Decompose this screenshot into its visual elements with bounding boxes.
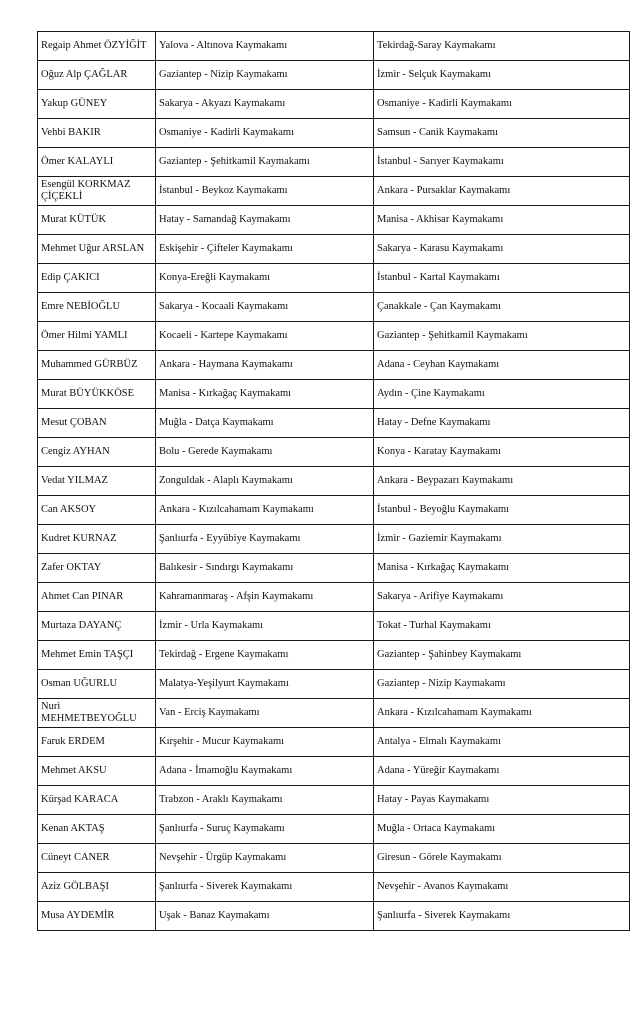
current-post-cell: Malatya-Yeşilyurt Kaymakamı	[156, 670, 374, 699]
new-post-cell: Ankara - Pursaklar Kaymakamı	[374, 177, 630, 206]
current-post-cell: Gaziantep - Şehitkamil Kaymakamı	[156, 148, 374, 177]
current-post-cell: Yalova - Altınova Kaymakamı	[156, 32, 374, 61]
name-cell: Cüneyt CANER	[38, 844, 156, 873]
table-row	[38, 612, 630, 641]
new-post-cell: Hatay - Defne Kaymakamı	[374, 409, 630, 438]
name-cell: Kürşad KARACA	[38, 786, 156, 815]
current-post-cell: Zonguldak - Alaplı Kaymakamı	[156, 467, 374, 496]
new-post-cell: Manisa - Kırkağaç Kaymakamı	[374, 554, 630, 583]
name-cell: Esengül KORKMAZ ÇİÇEKLİ	[38, 177, 156, 206]
table-row	[38, 235, 630, 264]
table-row	[38, 786, 630, 815]
new-post-cell: Gaziantep - Şehitkamil Kaymakamı	[374, 322, 630, 351]
table-row	[38, 61, 630, 90]
name-cell: Nuri MEHMETBEYOĞLU	[38, 699, 156, 728]
name-cell: Musa AYDEMİR	[38, 902, 156, 931]
name-cell: Regaip Ahmet ÖZYİĞİT	[38, 32, 156, 61]
new-post-cell: Samsun - Canik Kaymakamı	[374, 119, 630, 148]
new-post-cell: Muğla - Ortaca Kaymakamı	[374, 815, 630, 844]
new-post-cell: Şanlıurfa - Siverek Kaymakamı	[374, 902, 630, 931]
table-row	[38, 148, 630, 177]
name-cell: Can AKSOY	[38, 496, 156, 525]
table-row	[38, 815, 630, 844]
name-cell: Ömer KALAYLI	[38, 148, 156, 177]
table-row	[38, 670, 630, 699]
current-post-cell: İstanbul - Beykoz Kaymakamı	[156, 177, 374, 206]
name-cell: Mehmet AKSU	[38, 757, 156, 786]
new-post-cell: Gaziantep - Şahinbey Kaymakamı	[374, 641, 630, 670]
table-row	[38, 322, 630, 351]
table-row	[38, 757, 630, 786]
name-cell: Murat KÜTÜK	[38, 206, 156, 235]
table-row	[38, 351, 630, 380]
table-row	[38, 438, 630, 467]
new-post-cell: Ankara - Beypazarı Kaymakamı	[374, 467, 630, 496]
current-post-cell: Uşak - Banaz Kaymakamı	[156, 902, 374, 931]
current-post-cell: Muğla - Datça Kaymakamı	[156, 409, 374, 438]
table-row	[38, 177, 630, 206]
name-cell: Muhammed GÜRBÜZ	[38, 351, 156, 380]
table-row	[38, 902, 630, 931]
table-row	[38, 206, 630, 235]
name-cell: Edip ÇAKICI	[38, 264, 156, 293]
new-post-cell: Tokat - Turhal Kaymakamı	[374, 612, 630, 641]
table-row	[38, 525, 630, 554]
table-row	[38, 293, 630, 322]
name-cell: Ömer Hilmi YAMLI	[38, 322, 156, 351]
name-cell: Faruk ERDEM	[38, 728, 156, 757]
name-cell: Osman UĞURLU	[38, 670, 156, 699]
new-post-cell: Nevşehir - Avanos Kaymakamı	[374, 873, 630, 902]
name-cell: Kudret KURNAZ	[38, 525, 156, 554]
table-row	[38, 554, 630, 583]
name-cell: Vedat YILMAZ	[38, 467, 156, 496]
table-row	[38, 119, 630, 148]
new-post-cell: Ankara - Kızılcahamam Kaymakamı	[374, 699, 630, 728]
current-post-cell: Konya-Ereğli Kaymakamı	[156, 264, 374, 293]
current-post-cell: Gaziantep - Nizip Kaymakamı	[156, 61, 374, 90]
new-post-cell: İstanbul - Kartal Kaymakamı	[374, 264, 630, 293]
name-cell: Mesut ÇOBAN	[38, 409, 156, 438]
name-cell: Mehmet Uğur ARSLAN	[38, 235, 156, 264]
new-post-cell: İzmir - Selçuk Kaymakamı	[374, 61, 630, 90]
table-row	[38, 496, 630, 525]
new-post-cell: Tekirdağ-Saray Kaymakamı	[374, 32, 630, 61]
current-post-cell: Şanlıurfa - Suruç Kaymakamı	[156, 815, 374, 844]
new-post-cell: Antalya - Elmalı Kaymakamı	[374, 728, 630, 757]
current-post-cell: Kırşehir - Mucur Kaymakamı	[156, 728, 374, 757]
new-post-cell: Çanakkale - Çan Kaymakamı	[374, 293, 630, 322]
current-post-cell: Sakarya - Kocaali Kaymakamı	[156, 293, 374, 322]
appointment-table	[37, 31, 630, 931]
current-post-cell: Van - Erciş Kaymakamı	[156, 699, 374, 728]
new-post-cell: İzmir - Gaziemir Kaymakamı	[374, 525, 630, 554]
name-cell: Murat BÜYÜKKÖSE	[38, 380, 156, 409]
table-row	[38, 264, 630, 293]
current-post-cell: Eskişehir - Çifteler Kaymakamı	[156, 235, 374, 264]
new-post-cell: Sakarya - Arifiye Kaymakamı	[374, 583, 630, 612]
new-post-cell: Adana - Ceyhan Kaymakamı	[374, 351, 630, 380]
table-row	[38, 467, 630, 496]
new-post-cell: Aydın - Çine Kaymakamı	[374, 380, 630, 409]
current-post-cell: İzmir - Urla Kaymakamı	[156, 612, 374, 641]
new-post-cell: İstanbul - Beyoğlu Kaymakamı	[374, 496, 630, 525]
name-cell: Oğuz Alp ÇAĞLAR	[38, 61, 156, 90]
new-post-cell: Giresun - Görele Kaymakamı	[374, 844, 630, 873]
current-post-cell: Balıkesir - Sındırgı Kaymakamı	[156, 554, 374, 583]
table-row	[38, 380, 630, 409]
name-cell: Vehbi BAKIR	[38, 119, 156, 148]
name-cell: Mehmet Emin TAŞÇI	[38, 641, 156, 670]
table-row	[38, 583, 630, 612]
name-cell: Yakup GÜNEY	[38, 90, 156, 119]
name-cell: Ahmet Can PINAR	[38, 583, 156, 612]
table-row	[38, 90, 630, 119]
new-post-cell: Manisa - Akhisar Kaymakamı	[374, 206, 630, 235]
current-post-cell: Kocaeli - Kartepe Kaymakamı	[156, 322, 374, 351]
table-row	[38, 699, 630, 728]
table-row	[38, 32, 630, 61]
name-cell: Zafer OKTAY	[38, 554, 156, 583]
current-post-cell: Şanlıurfa - Siverek Kaymakamı	[156, 873, 374, 902]
new-post-cell: Gaziantep - Nizip Kaymakamı	[374, 670, 630, 699]
new-post-cell: İstanbul - Sarıyer Kaymakamı	[374, 148, 630, 177]
current-post-cell: Osmaniye - Kadirli Kaymakamı	[156, 119, 374, 148]
table-row	[38, 873, 630, 902]
current-post-cell: Manisa - Kırkağaç Kaymakamı	[156, 380, 374, 409]
table-row	[38, 409, 630, 438]
current-post-cell: Nevşehir - Ürgüp Kaymakamı	[156, 844, 374, 873]
current-post-cell: Adana - İmamoğlu Kaymakamı	[156, 757, 374, 786]
current-post-cell: Kahramanmaraş - Afşin Kaymakamı	[156, 583, 374, 612]
current-post-cell: Trabzon - Araklı Kaymakamı	[156, 786, 374, 815]
new-post-cell: Osmaniye - Kadirli Kaymakamı	[374, 90, 630, 119]
current-post-cell: Hatay - Samandağ Kaymakamı	[156, 206, 374, 235]
name-cell: Kenan AKTAŞ	[38, 815, 156, 844]
table-row	[38, 641, 630, 670]
name-cell: Aziz GÖLBAŞI	[38, 873, 156, 902]
new-post-cell: Adana - Yüreğir Kaymakamı	[374, 757, 630, 786]
new-post-cell: Sakarya - Karasu Kaymakamı	[374, 235, 630, 264]
current-post-cell: Sakarya - Akyazı Kaymakamı	[156, 90, 374, 119]
name-cell: Cengiz AYHAN	[38, 438, 156, 467]
new-post-cell: Hatay - Payas Kaymakamı	[374, 786, 630, 815]
current-post-cell: Ankara - Kızılcahamam Kaymakamı	[156, 496, 374, 525]
current-post-cell: Ankara - Haymana Kaymakamı	[156, 351, 374, 380]
name-cell: Emre NEBİOĞLU	[38, 293, 156, 322]
current-post-cell: Şanlıurfa - Eyyübiye Kaymakamı	[156, 525, 374, 554]
new-post-cell: Konya - Karatay Kaymakamı	[374, 438, 630, 467]
current-post-cell: Bolu - Gerede Kaymakamı	[156, 438, 374, 467]
name-cell: Murtaza DAYANÇ	[38, 612, 156, 641]
appointment-table-body	[38, 32, 630, 931]
current-post-cell: Tekirdağ - Ergene Kaymakamı	[156, 641, 374, 670]
table-row	[38, 844, 630, 873]
table-row	[38, 728, 630, 757]
